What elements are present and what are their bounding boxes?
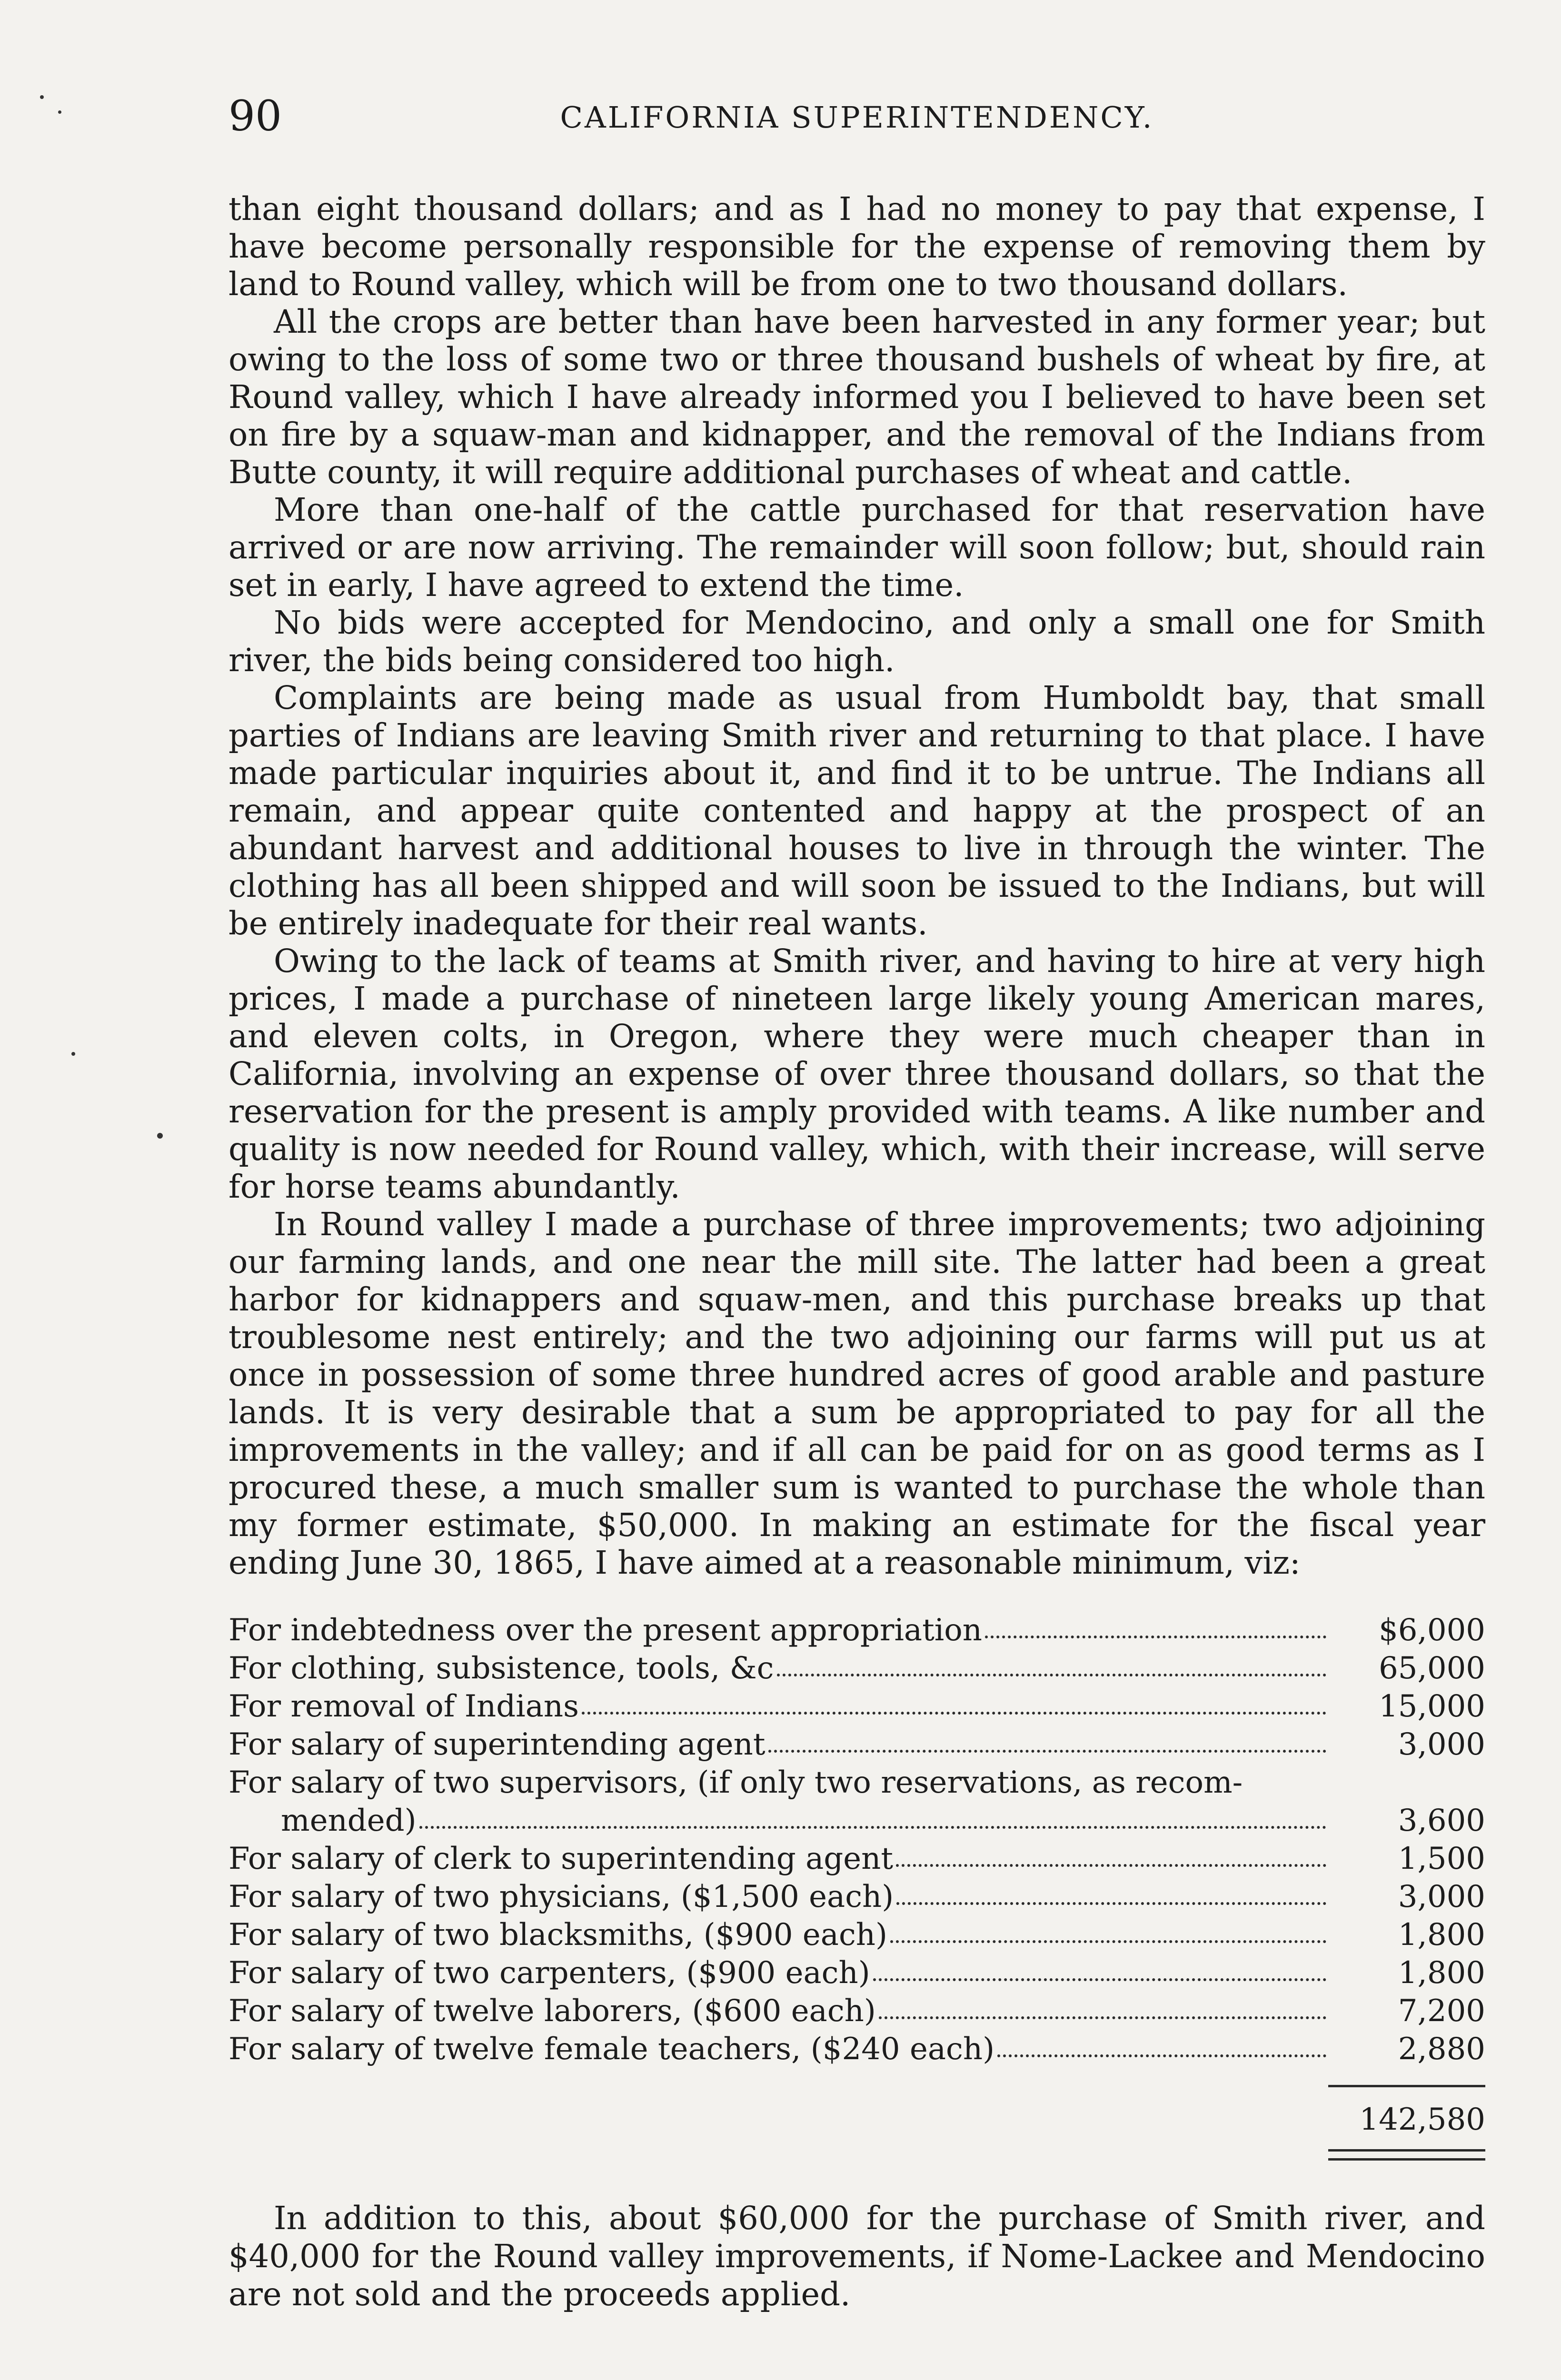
total-amount: 142,580 [1359,2102,1485,2137]
estimate-item-amount: 2,880 [1398,2032,1485,2067]
dot-leader [768,1744,1326,1753]
estimate-item-amount: 3,000 [1398,1727,1485,1762]
estimate-item-label: For salary of twelve laborers, ($600 each) [229,1993,876,2029]
paragraph: than eight thousand dollars; and as I had no money to pay that expense, I have become personally responsible for the expense of removing them by land to Round valley, which will be from one to two thousand dollars. [229,190,1485,303]
dot-leader [879,2011,1326,2019]
running-head: CALIFORNIA SUPERINTENDENCY. [560,100,1154,135]
estimate-table [229,1611,1485,2068]
estimate-item-amount: 1,800 [1398,1955,1485,1991]
estimate-item-label: For salary of two supervisors, (if only two reservations, as recom- [229,1765,1243,1800]
estimate-row [229,2030,1485,2068]
estimate-row-first-line [229,1764,1485,1802]
estimate-item-label: For removal of Indians [229,1689,579,1724]
dot-leader [419,1820,1326,1829]
estimate-item-label: For salary of twelve female teachers, ($240 each) [229,2032,995,2067]
estimate-row [229,1649,1485,1687]
ink-speck [58,110,61,114]
dot-leader [997,2049,1326,2057]
estimate-row [229,1611,1485,1649]
estimate-item-label: For salary of superintending agent [229,1727,766,1762]
dot-leader [896,1858,1326,1867]
estimate-row [229,1954,1485,1992]
estimate-item-label: For clothing, subsistence, tools, &c [229,1651,774,1686]
estimate-row [229,1840,1485,1878]
estimate-item-amount: 15,000 [1379,1689,1485,1724]
estimate-row [229,1726,1485,1764]
sum-rule [1328,2085,1485,2087]
page-number: 90 [229,91,282,140]
estimate-item-amount: 1,800 [1398,1917,1485,1953]
body-text [229,190,1485,1582]
page-header [229,91,1485,152]
estimate-item-label: For indebtedness over the present appropriation [229,1613,982,1648]
estimate-item-amount: $6,000 [1379,1613,1485,1648]
estimate-item-label: For salary of clerk to superintending agent [229,1841,894,1876]
closing-paragraph [229,2199,1485,2313]
estimate-item-amount: 65,000 [1379,1651,1485,1686]
paragraph: In addition to this, about $60,000 for the purchase of Smith river, and $40,000 for the Round valley improvements, if Nome-Lackee and Mendocino are not sold and the proceeds applied. [229,2200,1485,2313]
paragraph: More than one-half of the cattle purchased for that reservation have arrived or are now arriving. The remainder will soon follow; but, should rain set in early, I have agreed to extend the time. [229,491,1485,604]
estimate-item-amount: 7,200 [1398,1993,1485,2029]
paragraph: All the crops are better than have been harvested in any former year; but owing to the loss of some two or three thousand bushels of wheat by fire, at Round valley, which I have already informed you I believed to have been set on fire by a squaw-man and kidnapper, and the removal of the Indians from Butte county, it will require additional purchases of wheat and cattle. [229,303,1485,491]
dot-leader [890,1934,1326,1943]
dot-leader [582,1706,1326,1715]
double-rule [1328,2149,1485,2161]
dot-leader [896,1896,1326,1905]
estimate-item-label: For salary of two blacksmiths, ($900 each) [229,1917,887,1953]
ink-speck [40,95,44,99]
estimate-row [229,1802,1485,1840]
estimate-item-amount: 1,500 [1398,1841,1485,1876]
paragraph: Complaints are being made as usual from Humboldt bay, that small parties of Indians are leaving Smith river and returning to that place. I have made particular inquiries about it, and find it to be untrue. The Indians all remain, and appear quite contented and happy at the prospect of an abundant harvest and additional houses to live in through the winter. The clothing has all been shipped and will soon be issued to the Indians, but will be entirely inadequate for their real wants. [229,679,1485,942]
paragraph: In Round valley I made a purchase of three improvements; two adjoining our farming lands, and one near the mill site. The latter had been a great harbor for kidnappers and squaw-men, and this purchase breaks up that troublesome nest entirely; and the two adjoining our farms will put us at once in possession of some three hundred acres of good arable and pasture lands. It is very desirable that a sum be appropriated to pay for all the improvements in the valley; and if all can be paid for on as good terms as I procured these, a much smaller sum is wanted to purchase the whole than my former estimate, $50,000. In making an estimate for the fiscal year ending June 30, 1865, I have aimed at a reasonable minimum, viz: [229,1206,1485,1581]
estimate-row [229,1992,1485,2030]
ink-speck [157,1133,163,1139]
estimate-item-amount: 3,600 [1398,1803,1485,1838]
dot-leader [985,1630,1326,1638]
estimate-row [229,1916,1485,1954]
estimate-total [1328,2085,1485,2161]
estimate-row [229,1687,1485,1726]
dot-leader [777,1668,1327,1676]
paragraph: Owing to the lack of teams at Smith river, and having to hire at very high prices, I made a purchase of nineteen large likely young American mares, and eleven colts, in Oregon, where they were much cheaper than in California, involving an expense of over three thousand dollars, so that the reservation for the present is amply provided with teams. A like number and quality is now needed for Round valley, which, with their increase, will serve for horse teams abundantly. [229,942,1485,1205]
ink-speck [71,1052,75,1056]
estimate-row [229,1878,1485,1916]
paragraph: No bids were accepted for Mendocino, and only a small one for Smith river, the bids being considered too high. [229,604,1485,679]
estimate-item-label: For salary of two carpenters, ($900 each) [229,1955,870,1991]
estimate-item-label-continued: mended) [281,1803,417,1838]
dot-leader [873,1973,1326,1981]
estimate-item-amount: 3,000 [1398,1879,1485,1914]
estimate-item-label: For salary of two physicians, ($1,500 each) [229,1879,894,1914]
